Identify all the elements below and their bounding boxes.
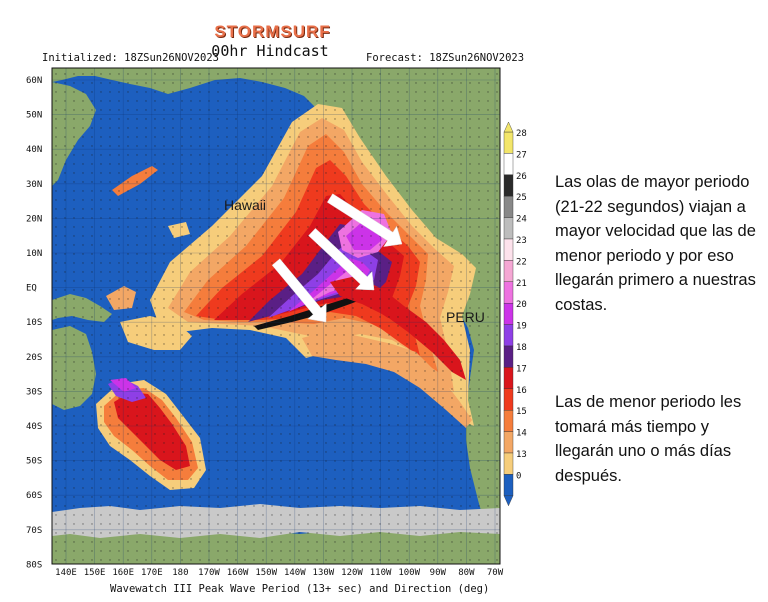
place-label-peru: PERU — [446, 309, 485, 325]
colorbar-swatch — [504, 453, 513, 474]
latitude-label: 50S — [26, 456, 43, 467]
colorbar-swatch — [504, 153, 513, 174]
longitude-label: 140W — [283, 568, 306, 578]
latitude-label: 60S — [26, 491, 43, 502]
colorbar-tick-label: 15 — [516, 407, 527, 418]
colorbar-swatch — [504, 132, 513, 153]
colorbar-tick-label: 17 — [516, 364, 527, 375]
colorbar-swatch — [504, 474, 513, 495]
longitude-label: 160E — [112, 568, 135, 578]
colorbar-swatch — [504, 218, 513, 239]
stormsurf-logo: STORMSURF — [214, 22, 331, 41]
latitude-label: 70S — [26, 525, 43, 536]
colorbar-swatch — [504, 346, 513, 367]
latitude-label: 10N — [26, 249, 43, 259]
colorbar-swatch — [504, 367, 513, 388]
latitude-label: 60N — [26, 76, 43, 86]
latitude-label: 50N — [26, 110, 43, 121]
longitude-label: 100W — [398, 568, 421, 578]
longitude-label: 130W — [312, 568, 335, 578]
colorbar-swatch — [504, 196, 513, 217]
colorbar-swatch — [504, 303, 513, 324]
longitude-label: 180 — [172, 568, 189, 578]
longitude-label: 80W — [458, 568, 475, 578]
period-colorbar — [504, 122, 527, 506]
colorbar-tick-label: 21 — [516, 278, 527, 289]
longitude-label: 170W — [198, 568, 220, 578]
colorbar-tick-label: 22 — [516, 257, 527, 268]
latitude-label: EQ — [26, 283, 37, 294]
colorbar-swatch — [504, 239, 513, 260]
latitude-label: 20N — [26, 214, 43, 225]
colorbar-tick-label: 25 — [516, 193, 527, 204]
longitude-label: 150E — [83, 568, 106, 578]
colorbar-tick-label: 19 — [516, 321, 527, 332]
colorbar-swatch — [504, 389, 513, 410]
longitude-label: 110W — [369, 568, 392, 578]
colorbar-swatch — [504, 325, 513, 346]
longitude-label: 170E — [140, 568, 163, 578]
longitude-label: 120W — [341, 568, 363, 578]
colorbar-swatch — [504, 260, 513, 281]
latitude-label: 40S — [26, 422, 43, 432]
latitude-label: 10S — [26, 318, 43, 329]
colorbar-bottom-cap — [504, 496, 513, 506]
forecast-hour-title: 00hr Hindcast — [211, 42, 329, 60]
map-caption: Wavewatch III Peak Wave Period (13+ sec) and Direction (deg) — [110, 583, 490, 595]
colorbar-tick-label: 24 — [516, 214, 527, 225]
colorbar-tick-label: 14 — [516, 428, 527, 439]
latitude-label: 30S — [26, 387, 43, 398]
direction-dots-overlay — [52, 68, 500, 564]
colorbar-swatch — [504, 175, 513, 196]
annotation-paragraph-2: Las de menor periodo les tomará más tiempo y llegarán uno o más días después. — [555, 393, 742, 485]
colorbar-tick-label: 20 — [516, 300, 527, 311]
colorbar-tick-label: 23 — [516, 236, 527, 246]
forecast-label: Forecast: 18ZSun26NOV2023 — [366, 52, 525, 64]
latitude-label: 40N — [26, 145, 43, 156]
longitude-label: 150W — [255, 568, 278, 578]
annotation-paragraph-1: Las olas de mayor periodo (21-22 segundos) viajan a mayor velocidad que las de menor periodo y por eso llegarán primero a nuestras costas. — [555, 173, 756, 314]
colorbar-tick-label: 26 — [516, 171, 527, 182]
latitude-label: 80S — [26, 560, 43, 571]
colorbar-tick-label: 16 — [516, 385, 527, 396]
colorbar-tick-label: 0 — [516, 471, 522, 482]
colorbar-swatch — [504, 282, 513, 303]
longitude-label: 140E — [55, 568, 77, 578]
colorbar-tick-label: 27 — [516, 150, 527, 161]
latitude-label: 20S — [26, 352, 43, 363]
colorbar-tick-label: 13 — [516, 450, 527, 460]
colorbar-swatch — [504, 410, 513, 431]
longitude-label: 70W — [486, 568, 504, 578]
longitude-axis — [55, 568, 504, 578]
colorbar-tick-label: 18 — [516, 343, 527, 353]
latitude-label: 30N — [26, 179, 43, 190]
colorbar-tick-label: 28 — [516, 129, 527, 139]
latitude-axis — [26, 76, 42, 570]
initialized-label: Initialized: 18ZSun26NOV2023 — [42, 52, 220, 64]
longitude-label: 160W — [226, 568, 249, 578]
longitude-label: 90W — [429, 568, 446, 578]
colorbar-top-cap — [504, 122, 513, 132]
place-label-hawaii: Hawaii — [224, 197, 267, 213]
colorbar-swatch — [504, 432, 513, 453]
